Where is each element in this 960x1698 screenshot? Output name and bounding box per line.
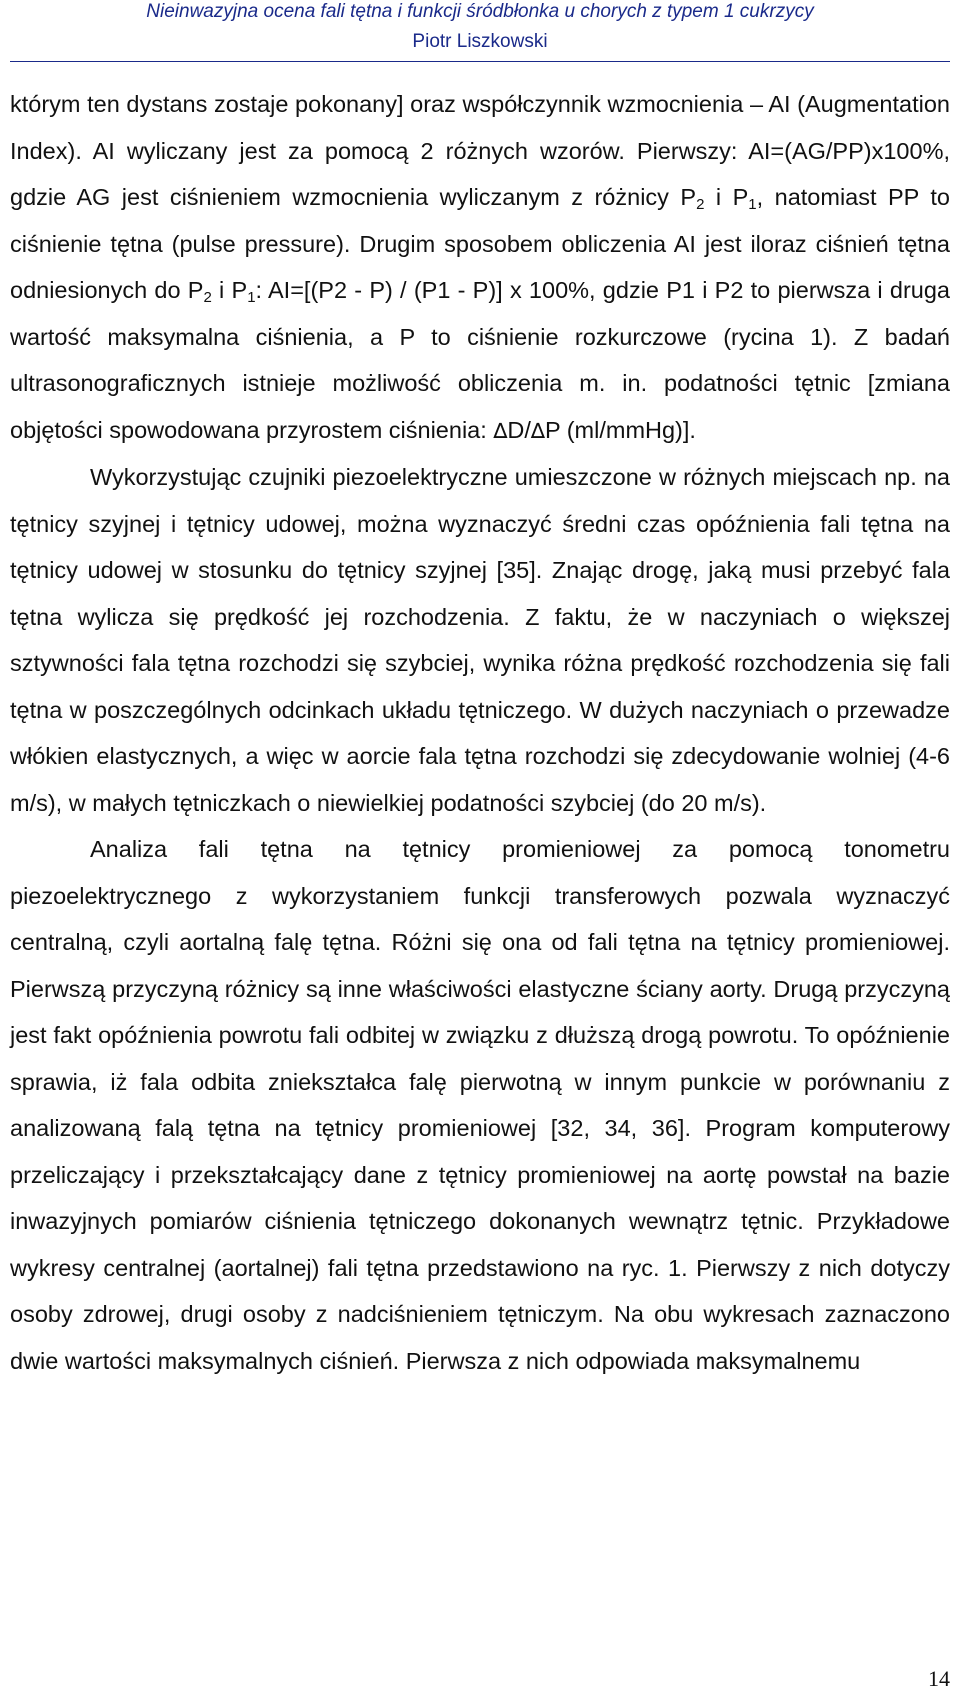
body-text [10, 81, 950, 1384]
text-run: , natomiast PP to ciśnienie tętna (pulse pressure). Drugim sposobem obliczenia AI jest iloraz ciśnień tętna odniesionych do P [10, 184, 950, 303]
header-divider [10, 61, 950, 62]
text-run: i P [704, 184, 749, 210]
text-run: P (ml/mmHg)]. [544, 416, 696, 443]
running-title: Nieinwazyjna ocena fali tętna i funkcji śródbłonka u chorych z typem 1 cukrzycy [146, 1, 814, 22]
text-run: którym ten dystans zostaje pokonany] oraz współczynnik wzmocnienia – AI (Augmentation Index). AI wyliczany jest za pomocą 2 różnych wzorów. Pierwszy: AI=(AG/PP)x100%, gdzie AG jest ciśnieniem wzmocnienia wyliczanym z różnicy P [10, 91, 950, 210]
subscript: 2 [696, 196, 705, 213]
paragraph-2: Wykorzystując czujniki piezoelektryczne umieszczone w różnych miejscach np. na tętnicy szyjnej i tętnicy udowej, można wyznaczyć średni czas opóźnienia fali tętna na tętnicy udowej w stosunku do tętnicy szyjnej [35]. Znając drogę, jaką musi przebyć fala tętna wylicza się prędkość jej rozchodzenia. Z faktu, że w naczyniach o większej sztywności fala tętna rozchodzi się szybciej, wynika różna prędkość rozchodzenia się fali tętna w poszczególnych odcinkach układu tętniczego. W dużych naczyniach o przewadze włókien elastycznych, a więc w aorcie fala tętna rozchodzi się zdecydowanie wolniej (4-6 m/s), w małych tętniczkach o niewielkiej podatności szybciej (do 20 m/s). [10, 464, 950, 816]
paragraph-1 [10, 81, 950, 454]
running-author: Piotr Liszkowski [412, 31, 548, 52]
subscript: 1 [247, 289, 256, 306]
subscript: 2 [203, 289, 212, 306]
text-run: : AI=[(P2 - P) / (P1 - P)] x 100%, gdzie P1 i P2 to pierwsza i druga wartość maksymalna ciśnienia, a P to ciśnienie rozkurczowe (rycina 1). Z badań ultrasonograficznych istnieje możliwość obliczenia m. in. podatności tętnic [zmiana objętości spowodowana przyrostem ciśnienia: [10, 277, 950, 443]
text-run: i P [211, 277, 248, 303]
delta-symbol: ∆ [530, 418, 545, 443]
delta-symbol: ∆ [493, 418, 508, 443]
paragraph-3: Analiza fali tętna na tętnicy promieniowej za pomocą tonometru piezoelektrycznego z wykorzystaniem funkcji transferowych pozwala wyznaczyć centralną, czyli aortalną falę tętna. Różni się ona od fali tętna na tętnicy promieniowej. Pierwszą przyczyną różnicy są inne właściwości elastyczne ściany aorty. Drugą przyczyną jest fakt opóźnienia powrotu fali odbitej w związku z dłuższą drogą powrotu. To opóźnienie sprawia, iż fala odbita zniekształca falę pierwotną w innym punkcie w porównaniu z analizowaną falą tętna na tętnicy promieniowej [32, 34, 36]. Program komputerowy przeliczający i przekształcający dane z tętnicy promieniowej na aortę powstał na bazie inwazyjnych pomiarów ciśnienia tętniczego dokonanych wewnątrz tętnic. Przykładowe wykresy centralnej (aortalnej) fali tętna przedstawiono na ryc. 1. Pierwszy z nich dotyczy osoby zdrowej, drugi osoby z nadciśnieniem tętniczym. Na obu wykresach zaznaczono dwie wartości maksymalnych ciśnień. Pierwsza z nich odpowiada maksymalnemu [10, 836, 950, 1374]
subscript: 1 [748, 196, 757, 213]
page-number: 14 [928, 1666, 950, 1691]
text-run: D/ [507, 416, 531, 443]
